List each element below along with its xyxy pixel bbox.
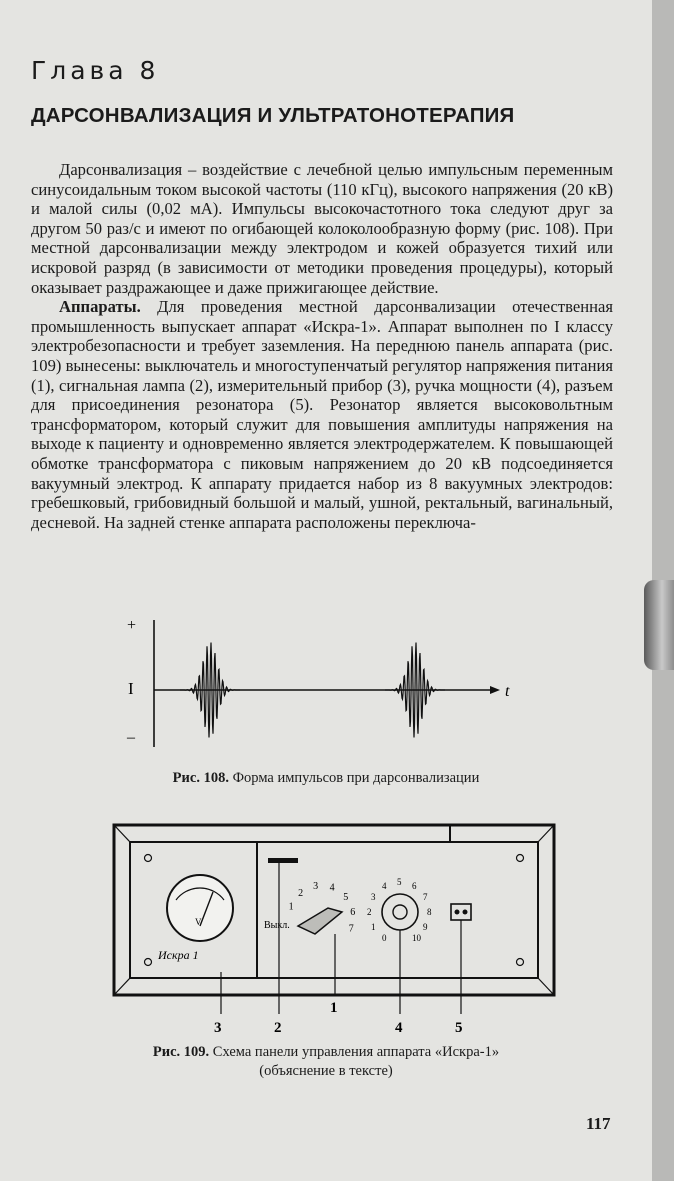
body-text <box>31 160 613 532</box>
callout-1: 1 <box>330 1000 338 1016</box>
knob-scale-tick: 10 <box>412 933 421 943</box>
caption-line-2: (объяснение в тексте) <box>259 1063 393 1079</box>
switch-label: Выкл. <box>264 920 290 931</box>
knob-scale-tick: 8 <box>427 907 432 917</box>
paragraph-darsonvalization: Дарсонвализация – воздействие с лечебной целью импульсным переменным синусоидальным током высокой частоты (110 кГц), высокого напряжения (20 кВ) и малой силы (0,02 мА). Импульсы высокочастотного тока следуют друг за другом 50 раз/с и имеют по огибающей колоколообразную форму (рис. 108). При местной дарсонвализации между электродом и кожей образуется тихий или искровой разряд (в зависимости от методики проведения процедуры), который оказывает раздражающее и даже прижигающее действие. <box>31 160 613 297</box>
knob-scale-tick: 6 <box>412 881 417 891</box>
measuring-meter <box>167 875 233 941</box>
page-tab-marker <box>644 580 674 670</box>
callout-2: 2 <box>274 1020 282 1036</box>
axis-i-label: I <box>128 679 134 698</box>
switch-scale-tick: 7 <box>348 923 354 935</box>
figure-109-caption <box>0 1043 652 1081</box>
meter-unit: V <box>195 917 202 927</box>
paragraph-apparatus <box>31 297 613 532</box>
callout-5: 5 <box>455 1020 463 1036</box>
pulse-2 <box>385 643 445 738</box>
chapter-label: Глава 8 <box>31 56 160 85</box>
axis-plus-label: + <box>127 617 137 634</box>
knob-scale-tick: 2 <box>367 907 372 917</box>
switch-scale-tick: 5 <box>343 891 349 903</box>
callout-3: 3 <box>214 1020 222 1036</box>
figure-109-panel <box>110 822 560 1037</box>
switch-scale-tick: 4 <box>329 882 335 894</box>
screw-icon <box>145 855 152 862</box>
switch-scale-tick: 2 <box>298 887 304 899</box>
knob-scale-tick: 5 <box>397 877 402 887</box>
axis-minus-label: – <box>127 729 135 746</box>
signal-lamp <box>268 858 298 863</box>
screw-icon <box>517 959 524 966</box>
knob-scale-tick: 9 <box>423 922 428 932</box>
chapter-title: ДАРСОНВАЛИЗАЦИЯ И УЛЬТРАТОНОТЕРАПИЯ <box>31 104 515 127</box>
knob-scale-tick: 1 <box>371 922 376 932</box>
axis-t-label: t <box>505 683 510 700</box>
figure-108-waveform <box>115 612 535 752</box>
caption-text: Форма импульсов при дарсонвализации <box>228 770 480 786</box>
knob-scale-tick: 4 <box>382 881 387 891</box>
caption-line-1 <box>0 1043 652 1062</box>
device-name: Искра 1 <box>158 948 199 962</box>
callout-4: 4 <box>395 1020 403 1036</box>
knob-scale-tick: 3 <box>371 892 376 902</box>
knob-scale-tick: 0 <box>382 933 387 943</box>
pulse-1 <box>180 643 240 738</box>
paragraph-apparatus-text: Для проведения местной дарсонвализации отечественная промышленность выпускает аппарат «Искра-1». Аппарат выполнен по I классу электробезопасности и требует заземления. На переднюю панель аппарата (рис. 109) вынесены: выключатель и многоступенчатый регулятор напряжения питания (1), сигнальная лампа (2), измерительный прибор (3), ручка мощности (4), разъем для присоединения резонатора (5). Резонатор является высоковольтным трансформатором, который служит для повышения амплитуды напряжения на выходе к пациенту и одновременно является электродержателем. К повышающей обмотке трансформатора с пиковым напряжением до 20 кВ подсоединяется вакуумный электрод. К аппарату придается набор из 8 вакуумных электродов: гребешковый, грибовидный большой и малый, ушной, ректальный, вагинальный, десневой. На задней стенке аппарата расположены переключа- <box>31 297 613 532</box>
caption-text: Схема панели управления аппарата «Искра-1» <box>209 1044 500 1060</box>
power-knob <box>382 894 418 930</box>
screw-icon <box>517 855 524 862</box>
caption-label: Рис. 109. <box>152 1044 210 1060</box>
page-number: 117 <box>586 1114 611 1133</box>
resonator-socket <box>451 904 471 920</box>
switch-lever <box>298 908 342 934</box>
caption-label: Рис. 108. <box>172 770 229 786</box>
switch-scale-tick: 1 <box>288 901 294 913</box>
switch-scale-tick: 6 <box>350 906 356 918</box>
x-axis-arrow <box>490 686 500 694</box>
switch-scale-tick: 3 <box>313 880 319 892</box>
screw-icon <box>145 959 152 966</box>
knob-scale-tick: 7 <box>423 892 428 902</box>
paragraph-lead: Аппараты. <box>59 297 141 317</box>
figure-108-caption <box>0 770 652 787</box>
